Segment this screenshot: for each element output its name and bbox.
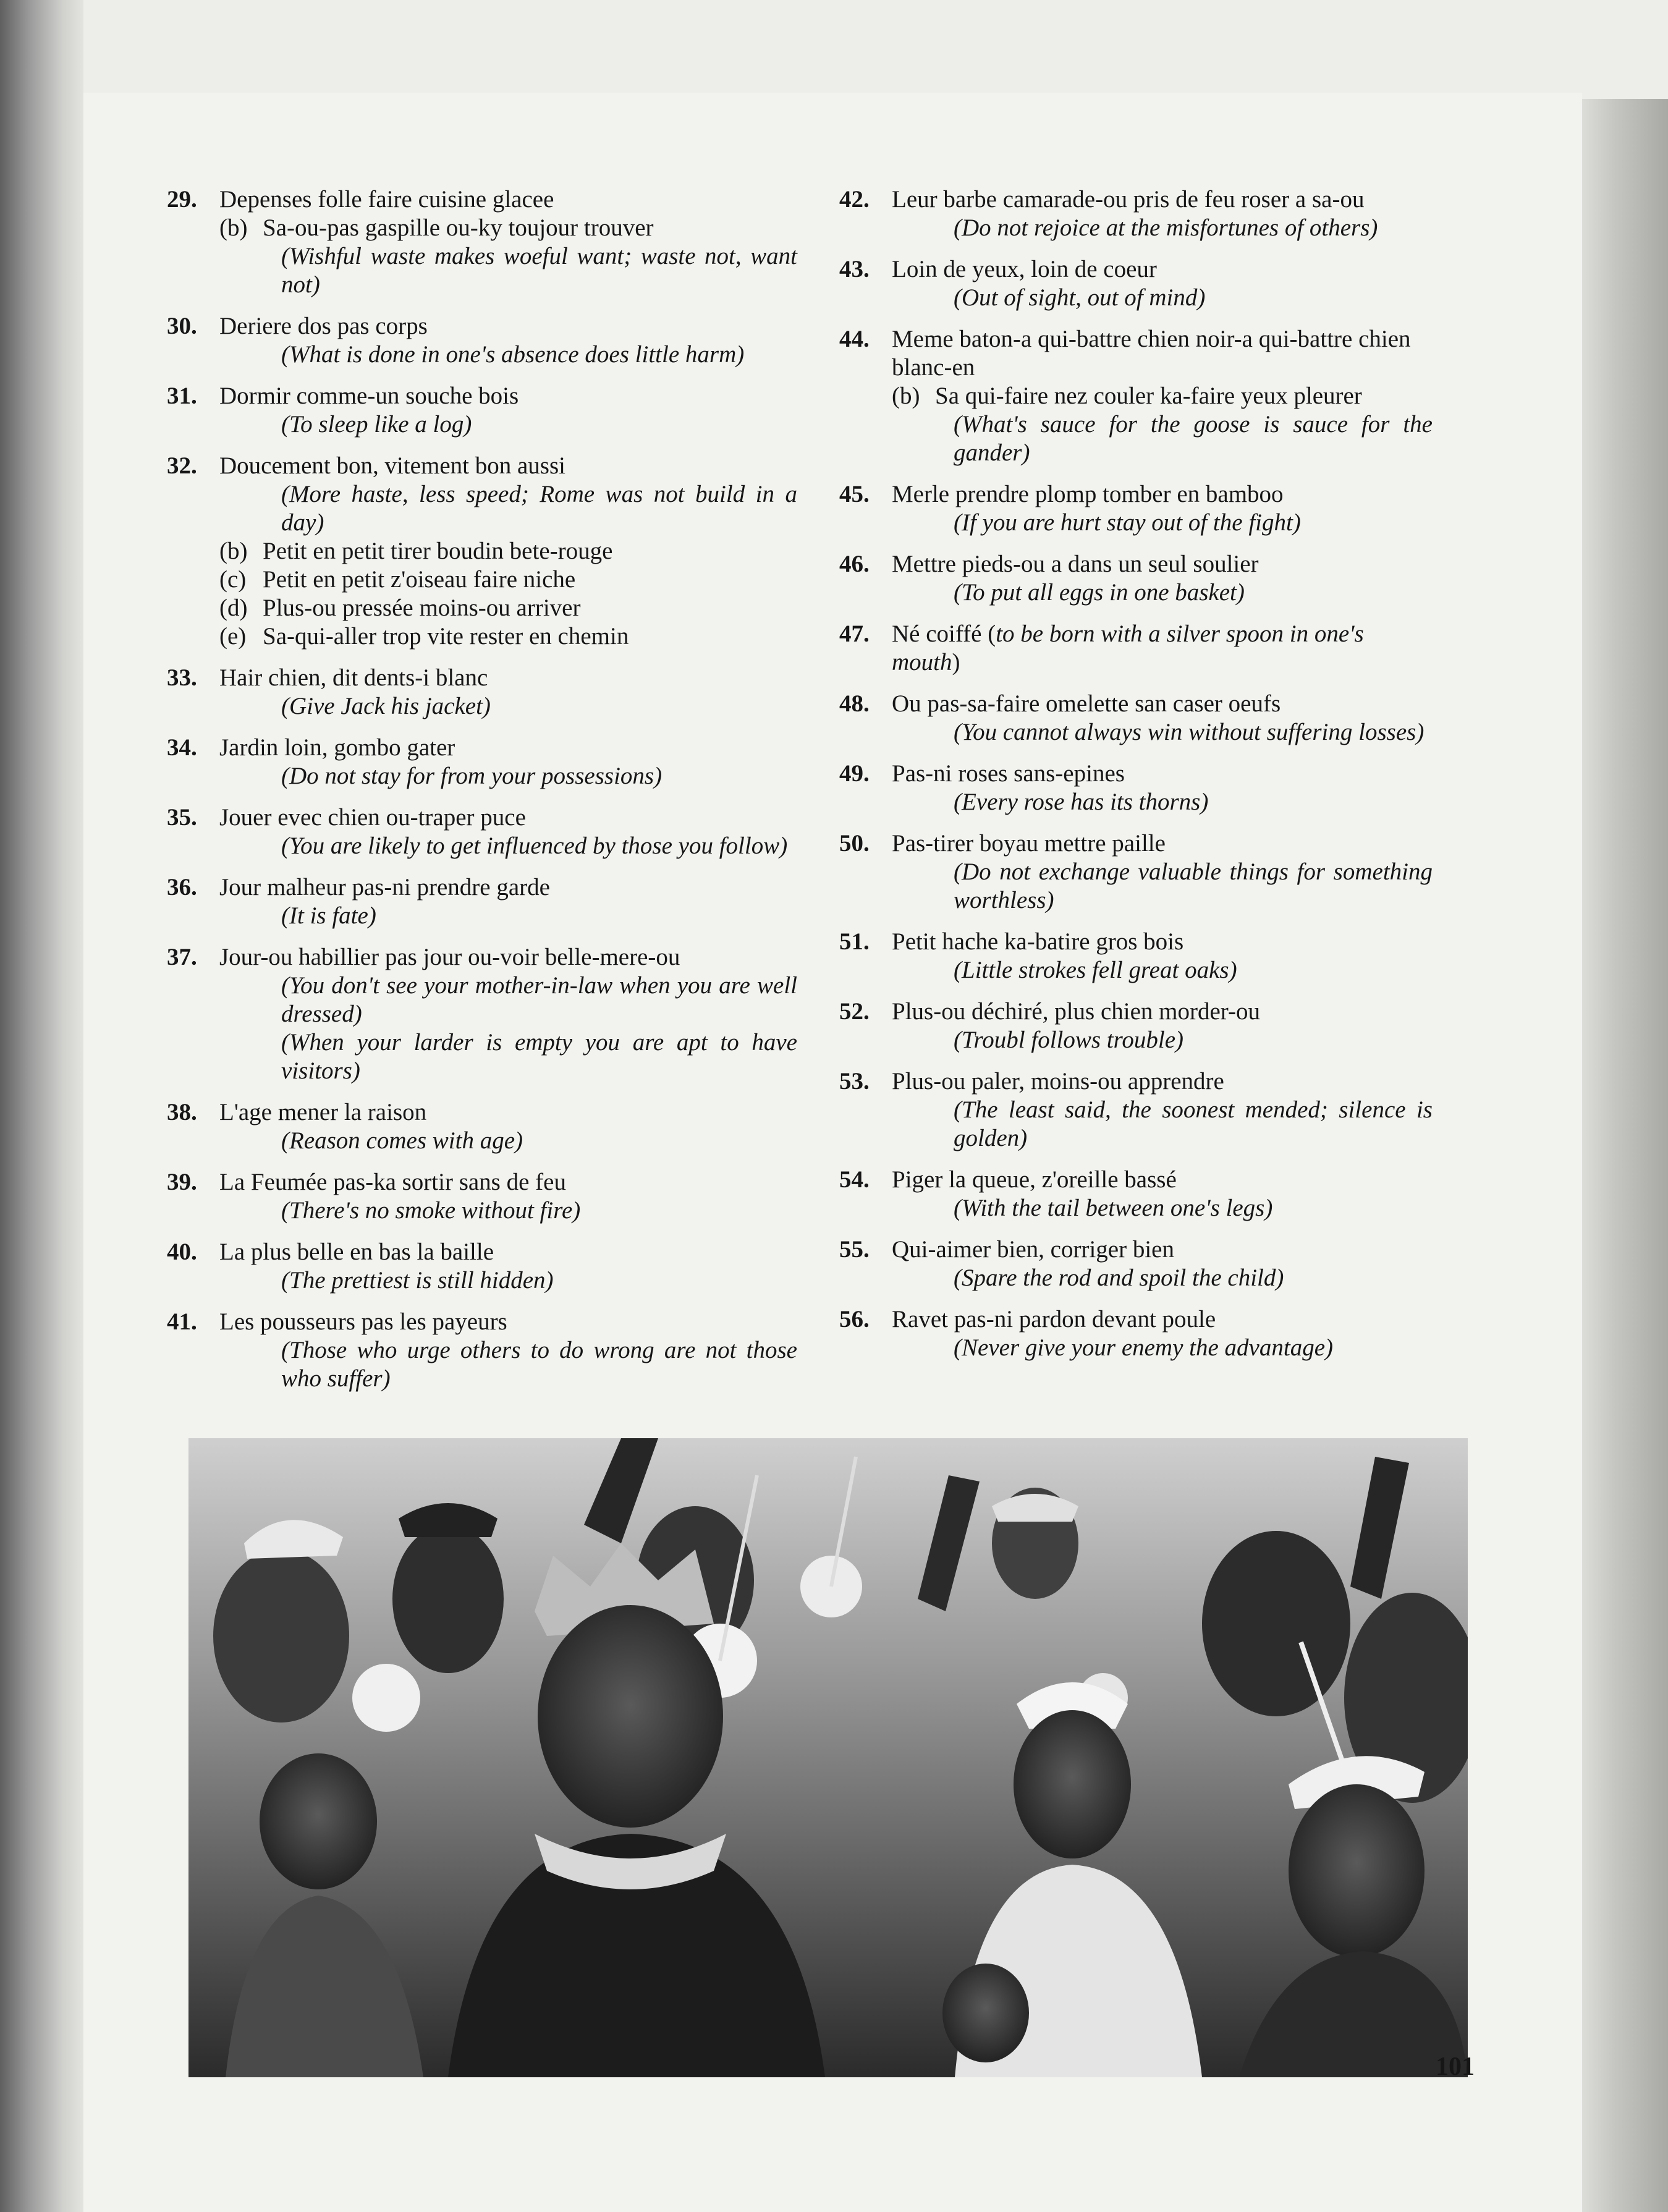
proverb-entry [839, 690, 1433, 747]
proverb-entry [167, 185, 797, 299]
english-translation: (What is done in one's absence does little harm) [281, 341, 745, 368]
proverb-number: 44. [839, 326, 870, 352]
proverb-french: Petit hache ka-batire gros bois [892, 928, 1184, 955]
variant-letter: (b) [892, 383, 920, 409]
english-translation-text: Do not stay for from your possessions [289, 763, 654, 789]
proverb-french: La Feumée pas-ka sortir sans de feu [219, 1169, 566, 1195]
proverb-entry [839, 1235, 1433, 1292]
proverb-entry [167, 452, 797, 651]
proverb-number: 45. [839, 481, 870, 507]
proverb-number: 56. [839, 1306, 870, 1333]
proverb-variant [219, 622, 797, 651]
proverb-french: Né coiffé (to be born with a silver spoon in one's mouth) [892, 621, 1364, 676]
left-proverb-column [167, 185, 797, 1406]
english-translation-text: Give Jack his jacket [289, 693, 483, 719]
proverb-entry [167, 1238, 797, 1295]
english-translation: (Troubl follows trouble) [954, 1027, 1184, 1053]
english-translation-text: Never give your enemy the advantage [962, 1334, 1326, 1361]
page-number: 101 [1436, 2053, 1475, 2081]
variant-text: Petit en petit z'oiseau faire niche [263, 566, 576, 593]
proverb-number: 55. [839, 1236, 870, 1263]
proverb-french: Doucement bon, vitement bon aussi [219, 452, 565, 479]
english-translation: (Out of sight, out of mind) [954, 284, 1206, 311]
proverb-number: 35. [167, 804, 197, 831]
proverb-entry [167, 873, 797, 930]
proverb-french-text: Né coiffé [892, 621, 982, 647]
english-translation-text: If you are hurt stay out of the fight [962, 509, 1293, 536]
english-translation-text: Those who urge others to do wrong are not those who suffer [281, 1337, 797, 1392]
english-translation-text: Out of sight, out of mind [962, 284, 1198, 311]
proverb-variant [219, 214, 797, 242]
variant-text: Sa qui-faire nez couler ka-faire yeux pleurer [935, 383, 1362, 409]
proverb-french: Piger la queue, z'oreille bassé [892, 1166, 1177, 1193]
proverb-french: Merle prendre plomp tomber en bamboo [892, 481, 1284, 507]
english-translation-text: With the tail between one's legs [962, 1195, 1265, 1221]
proverb-entry [839, 1305, 1433, 1362]
proverb-entry [167, 664, 797, 721]
proverb-number: 36. [167, 874, 197, 900]
english-translation: (Never give your enemy the advantage) [954, 1334, 1334, 1361]
english-translation: (Little strokes fell great oaks) [954, 957, 1237, 983]
variant-text: Sa-qui-aller trop vite rester en chemin [263, 623, 629, 650]
english-translation-text: Wishful waste makes woeful want; waste not, want not [281, 243, 797, 298]
proverb-entry [839, 998, 1433, 1054]
proverb-french: Plus-ou paler, moins-ou apprendre [892, 1068, 1224, 1095]
proverb-entry [839, 185, 1433, 242]
proverb-entry [839, 928, 1433, 985]
english-translation-text: You don't see your mother-in-law when you are well dressed [281, 972, 797, 1027]
proverb-french: Leur barbe camarade-ou pris de feu roser a sa-ou [892, 186, 1365, 213]
proverb-number: 52. [839, 998, 870, 1025]
english-translation: (With the tail between one's legs) [954, 1195, 1273, 1221]
book-gutter-shadow [0, 0, 83, 2212]
english-translation: (Reason comes with age) [281, 1127, 523, 1154]
proverb-number: 49. [839, 760, 870, 787]
proverb-entry [167, 943, 797, 1085]
variant-letter: (e) [219, 623, 247, 650]
english-translation: (If you are hurt stay out of the fight) [954, 509, 1301, 536]
proverb-number: 43. [839, 256, 870, 282]
english-translation: (More haste, less speed; Rome was not build in a day) [281, 481, 797, 536]
english-translation: (The least said, the soonest mended; silence is golden) [954, 1096, 1433, 1151]
proverb-number: 50. [839, 830, 870, 857]
proverb-entry [167, 1168, 797, 1225]
proverb-french: Jouer evec chien ou-traper puce [219, 804, 526, 831]
proverb-variant [892, 382, 1433, 410]
english-translation-text: More haste, less speed; Rome was not build in a day [281, 481, 797, 536]
proverb-french: Depenses folle faire cuisine glacee [219, 186, 554, 213]
proverb-number: 38. [167, 1099, 197, 1125]
proverb-variant [219, 566, 797, 594]
proverb-entry [839, 550, 1433, 607]
proverb-entry [167, 1098, 797, 1155]
proverb-number: 46. [839, 551, 870, 577]
english-translation: (You are likely to get influenced by those you follow) [281, 833, 788, 859]
proverb-number: 29. [167, 186, 197, 213]
proverb-french: Jardin loin, gombo gater [219, 734, 455, 761]
proverb-french: La plus belle en bas la baille [219, 1239, 494, 1265]
variant-letter: (b) [219, 538, 248, 564]
proverb-french: Qui-aimer bien, corriger bien [892, 1236, 1174, 1263]
english-translation: (You don't see your mother-in-law when you are well dressed) [281, 972, 797, 1027]
proverb-entry [839, 480, 1433, 537]
english-translation-text: To sleep like a log [289, 411, 464, 438]
english-translation: (What's sauce for the goose is sauce for the gander) [954, 411, 1433, 466]
proverb-entry [839, 829, 1433, 915]
proverb-entry [167, 312, 797, 369]
proverb-number: 47. [839, 621, 870, 647]
proverb-french: Les pousseurs pas les payeurs [219, 1308, 507, 1335]
proverb-entry [167, 734, 797, 790]
english-translation: (Do not stay for from your possessions) [281, 763, 663, 789]
english-translation-text: What is done in one's absence does little harm [289, 341, 737, 368]
english-translation-text: The least said, the soonest mended; silence is golden [954, 1096, 1433, 1151]
english-translation: (Do not rejoice at the misfortunes of others) [954, 214, 1378, 241]
proverb-number: 33. [167, 664, 197, 691]
english-translation-text: Little strokes fell great oaks [962, 957, 1229, 983]
proverb-variant [219, 537, 797, 566]
proverb-variant [219, 594, 797, 622]
english-translation: (Those who urge others to do wrong are not those who suffer) [281, 1337, 797, 1392]
variant-text: Sa-ou-pas gaspille ou-ky toujour trouver [263, 214, 654, 241]
variant-text: Plus-ou pressée moins-ou arriver [263, 595, 581, 621]
english-translation-text: It is fate [289, 902, 368, 929]
english-translation: (Every rose has its thorns) [954, 789, 1209, 815]
english-translation: (Give Jack his jacket) [281, 693, 491, 719]
proverb-french: Mettre pieds-ou a dans un seul soulier [892, 551, 1259, 577]
proverb-entry [167, 803, 797, 860]
proverb-french: Loin de yeux, loin de coeur [892, 256, 1157, 282]
english-translation-text: Do not exchange valuable things for something worthless [954, 858, 1433, 913]
english-translation: (To put all eggs in one basket) [954, 579, 1245, 606]
proverb-french: Ravet pas-ni pardon devant poule [892, 1306, 1216, 1333]
carnival-photograph [188, 1438, 1468, 2077]
english-translation: (The prettiest is still hidden) [281, 1267, 554, 1294]
english-translation-text: Troubl follows trouble [962, 1027, 1176, 1053]
english-translation-text: You cannot always win without suffering losses [962, 719, 1416, 745]
page-stack-edge [1582, 99, 1668, 2212]
proverb-entry [839, 255, 1433, 312]
english-translation-text: The prettiest is still hidden [289, 1267, 546, 1294]
proverb-number: 42. [839, 186, 870, 213]
proverb-french: Hair chien, dit dents-i blanc [219, 664, 488, 691]
english-translation-text: Do not rejoice at the misfortunes of others [962, 214, 1370, 241]
proverb-french: Jour malheur pas-ni prendre garde [219, 874, 550, 900]
english-translation-text: To put all eggs in one basket [962, 579, 1237, 606]
variant-letter: (d) [219, 595, 248, 621]
proverb-french: Ou pas-sa-faire omelette san caser oeufs [892, 690, 1281, 717]
proverb-number: 51. [839, 928, 870, 955]
proverb-number: 34. [167, 734, 197, 761]
english-translation-text: Reason comes with age [289, 1127, 515, 1154]
proverb-french: L'age mener la raison [219, 1099, 427, 1125]
proverb-number: 31. [167, 383, 197, 409]
proverb-entry [167, 1308, 797, 1393]
english-translation-text: There's no smoke without fire [289, 1197, 573, 1224]
proverb-french: Plus-ou déchiré, plus chien morder-ou [892, 998, 1260, 1025]
english-translation: (Do not exchange valuable things for something worthless) [954, 858, 1433, 913]
proverb-number: 39. [167, 1169, 197, 1195]
english-translation: (There's no smoke without fire) [281, 1197, 581, 1224]
english-translation: (When your larder is empty you are apt to have visitors) [281, 1029, 797, 1084]
proverb-french: Jour-ou habillier pas jour ou-voir belle-mere-ou [219, 944, 680, 970]
english-translation-text: What's sauce for the goose is sauce for the gander [954, 411, 1433, 466]
variant-letter: (b) [219, 214, 248, 241]
proverb-number: 54. [839, 1166, 870, 1193]
proverb-number: 48. [839, 690, 870, 717]
english-translation-text: When your larder is empty you are apt to have visitors [281, 1029, 797, 1084]
proverb-french: Pas-tirer boyau mettre paille [892, 830, 1166, 857]
proverb-entry [839, 325, 1433, 467]
proverb-number: 30. [167, 313, 197, 339]
proverb-entry [839, 620, 1433, 677]
english-translation: (Spare the rod and spoil the child) [954, 1265, 1284, 1291]
proverb-entry [839, 1166, 1433, 1223]
proverb-number: 41. [167, 1308, 197, 1335]
english-translation: (It is fate) [281, 902, 376, 929]
proverb-inline-translation: to be born with a silver spoon in one's mouth [892, 621, 1364, 676]
proverb-entry [839, 1067, 1433, 1153]
proverb-number: 40. [167, 1239, 197, 1265]
proverb-french: Dormir comme-un souche bois [219, 383, 519, 409]
english-translation-text: Every rose has its thorns [962, 789, 1201, 815]
english-translation-text: Spare the rod and spoil the child [962, 1265, 1276, 1291]
variant-text: Petit en petit tirer boudin bete-rouge [263, 538, 613, 564]
photograph-illustration [188, 1438, 1468, 2077]
english-translation-text: You are likely to get influenced by those you follow [289, 833, 780, 859]
proverb-french: Deriere dos pas corps [219, 313, 428, 339]
proverb-entry [167, 382, 797, 439]
english-translation: (Wishful waste makes woeful want; waste not, want not) [281, 243, 797, 298]
proverb-entry [839, 760, 1433, 816]
proverb-french: Meme baton-a qui-battre chien noir-a qui-battre chien blanc-en [892, 326, 1411, 381]
proverb-number: 32. [167, 452, 197, 479]
proverb-french: Pas-ni roses sans-epines [892, 760, 1125, 787]
english-translation: (You cannot always win without suffering losses) [954, 719, 1425, 745]
proverb-number: 53. [839, 1068, 870, 1095]
proverb-number: 37. [167, 944, 197, 970]
english-translation: (To sleep like a log) [281, 411, 472, 438]
variant-letter: (c) [219, 566, 247, 593]
right-proverb-column [839, 185, 1433, 1375]
